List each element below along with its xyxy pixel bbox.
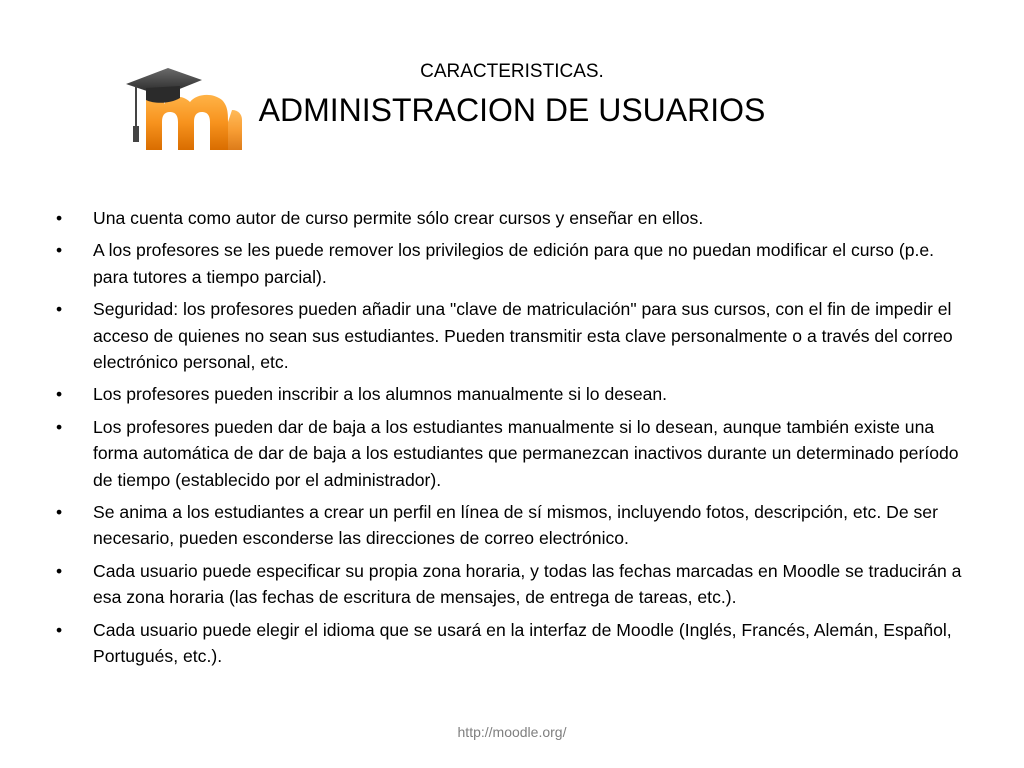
slide-title: ADMINISTRACION DE USUARIOS [258, 92, 766, 128]
bullet-icon: • [56, 502, 63, 523]
bullet-item [56, 499, 968, 552]
bullet-list [56, 205, 968, 676]
bullet-item [56, 381, 968, 407]
bullet-text: Los profesores pueden dar de baja a los estudiantes manualmente si lo desean, aunque también existe una forma automática de dar de baja a los estudiantes que permanezcan inactivos durante un determinado período de tiempo (establecido por el administrador). [93, 416, 959, 490]
slide-subtitle: CARACTERISTICAS. [420, 61, 604, 82]
bullet-item [56, 237, 968, 290]
bullet-text: Se anima a los estudiantes a crear un perfil en línea de sí mismos, incluyendo fotos, descripción, etc. De ser necesario, pueden esconderse las direcciones de correo electrónico. [93, 502, 938, 549]
bullet-item [56, 296, 968, 375]
bullet-icon: • [56, 416, 63, 437]
bullet-icon: • [56, 240, 63, 261]
bullet-item [56, 617, 968, 670]
footer-link[interactable]: http://moodle.org/ [457, 724, 567, 740]
bullet-text: A los profesores se les puede remover los privilegios de edición para que no puedan modificar el curso (p.e. para tutores a tiempo parcial). [93, 240, 935, 287]
bullet-icon: • [56, 560, 63, 581]
bullet-item [56, 558, 968, 611]
bullet-icon: • [56, 619, 63, 640]
bullet-text: Cada usuario puede elegir el idioma que se usará en la interfaz de Moodle (Inglés, Francés, Alemán, Español, Portugués, etc.). [93, 619, 952, 667]
bullet-item [56, 414, 968, 493]
bullet-text: Seguridad: los profesores pueden añadir una "clave de matriculación" para sus cursos, con el fin de impedir el acceso de quienes no sean sus estudiantes. Pueden transmitir esta clave personalmente o a través del correo electrónico personal, etc. [93, 299, 953, 373]
bullet-icon: • [56, 299, 63, 320]
bullet-text: Una cuenta como autor de curso permite sólo crear cursos y enseñar en ellos. [93, 208, 704, 228]
bullet-text: Los profesores pueden inscribir a los alumnos manualmente si lo desean. [93, 384, 668, 405]
bullet-text: Cada usuario puede especificar su propia zona horaria, y todas las fechas marcadas en Moodle se traducirán a esa zona horaria (las fechas de escritura de mensajes, de entrega de tareas, etc.). [93, 560, 962, 608]
bullet-item [56, 205, 968, 231]
bullet-icon: • [56, 208, 63, 228]
bullet-icon: • [56, 384, 63, 405]
